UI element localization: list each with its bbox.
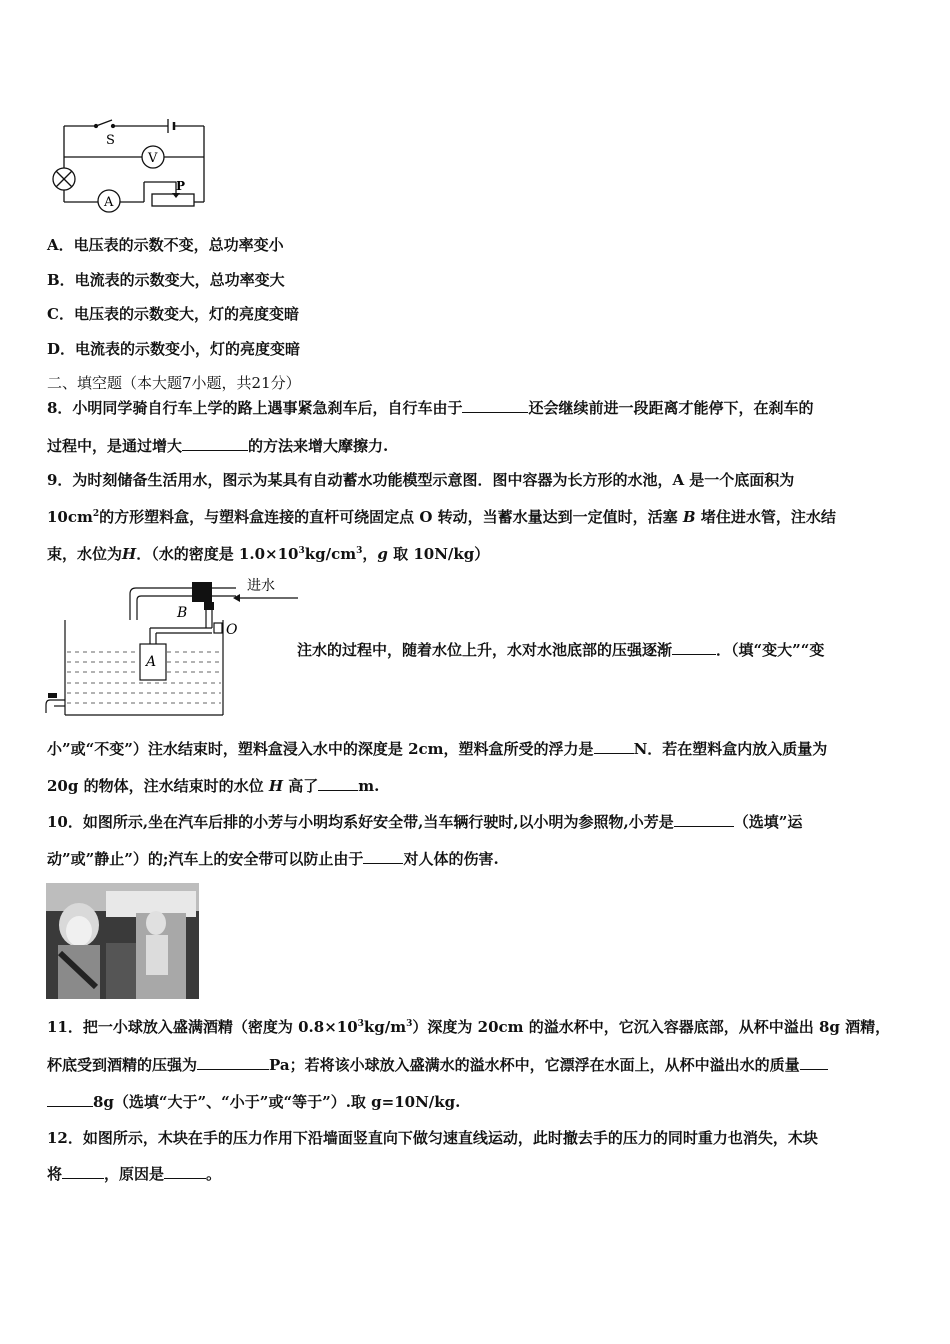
slider-label: P [176, 179, 186, 193]
q11-line2: 杯底受到酒精的压强为 Pa；若将该小球放入盛满水的溢水杯中，它漂浮在水面上，从杯中溢出水的质量 [47, 1055, 907, 1075]
option-c: C．电压表的示数变大，灯的亮度变暗 [47, 305, 299, 323]
q12-line2: 将 ，原因是 。 [47, 1165, 222, 1183]
q9-line3: 束，水位为H．（水的密度是 $1.0\times 10^3kg/cm^3$，g 取 10N/kg） [47, 545, 490, 563]
section-heading: 二、填空题（本大题7小题，共21分） [47, 374, 301, 392]
switch-label: S [106, 133, 115, 148]
option-d: D．电流表的示数变小，灯的亮度变暗 [47, 340, 301, 358]
q8-line2: 过程中，是通过增大 的方法来增大摩擦力. [47, 437, 389, 455]
q10-line2: 动”或”静止”）的;汽车上的安全带可以防止由于 对人体的伤害. [47, 850, 499, 868]
q10-line1: 10．如图所示,坐在汽车后排的小芳与小明均系好安全带,当车辆行驶时,以小明为参照物,小芳是 （选填”运 [47, 813, 803, 831]
ammeter-label: A [104, 195, 114, 210]
q9-line2: $10cm^2$的方形塑料盒，与塑料盒连接的直杆可绕固定点 O 转动，当蓄水量达到一定值时，活塞 B 堵住进水管，注水结 [47, 508, 836, 526]
inlet-label: 进水 [247, 578, 275, 594]
box-label: A [146, 654, 157, 670]
q12-line1: 12．如图所示，木块在手的压力作用下沿墙面竖直向下做匀速直线运动，此时撤去手的压力的同时重力也消失，木块 [47, 1129, 818, 1147]
circuit-diagram [46, 112, 216, 217]
option-b: B．电流表的示数变大，总功率变大 [47, 271, 285, 289]
q11-line3: 8g（选填“大于”、“小于”或“等于”）.取 g=10N/kg. [47, 1092, 907, 1112]
q9-line4: 小”或“不变”）注水结束时，塑料盒浸入水中的深度是 2cm，塑料盒所受的浮力是 N．若在塑料盒内放入质量为 [47, 740, 828, 758]
water-tank-diagram [40, 572, 305, 722]
voltmeter-label: V [148, 151, 158, 166]
q11-line1: 11．把一小球放入盛满酒精（密度为 $0.8\times 10^3kg/m^3$）深度为 20cm 的溢水杯中，它沉入容器底部，从杯中溢出 8g 酒精， [47, 1018, 891, 1036]
pivot-label: O [226, 622, 238, 638]
option-a: A．电压表的示数不变，总功率变小 [47, 236, 284, 254]
valve-label: B [177, 605, 188, 621]
car-seat-photo [46, 883, 199, 999]
q9-line1: 9．为时刻储备生活用水，图示为某具有自动蓄水功能模型示意图．图中容器为长方形的水池，A 是一个底面积为 [47, 471, 795, 489]
q9-line5: 20g 的物体，注水结束时的水位 H 高了 m. [47, 777, 380, 795]
q9-side-text: 注水的过程中，随着水位上升，水对水池底部的压强逐渐 ．（填“变大”“变 [297, 641, 825, 659]
q8-line1: 8．小明同学骑自行车上学的路上遇事紧急刹车后，自行车由于 还会继续前进一段距离才能停下，在刹车的 [47, 399, 814, 417]
